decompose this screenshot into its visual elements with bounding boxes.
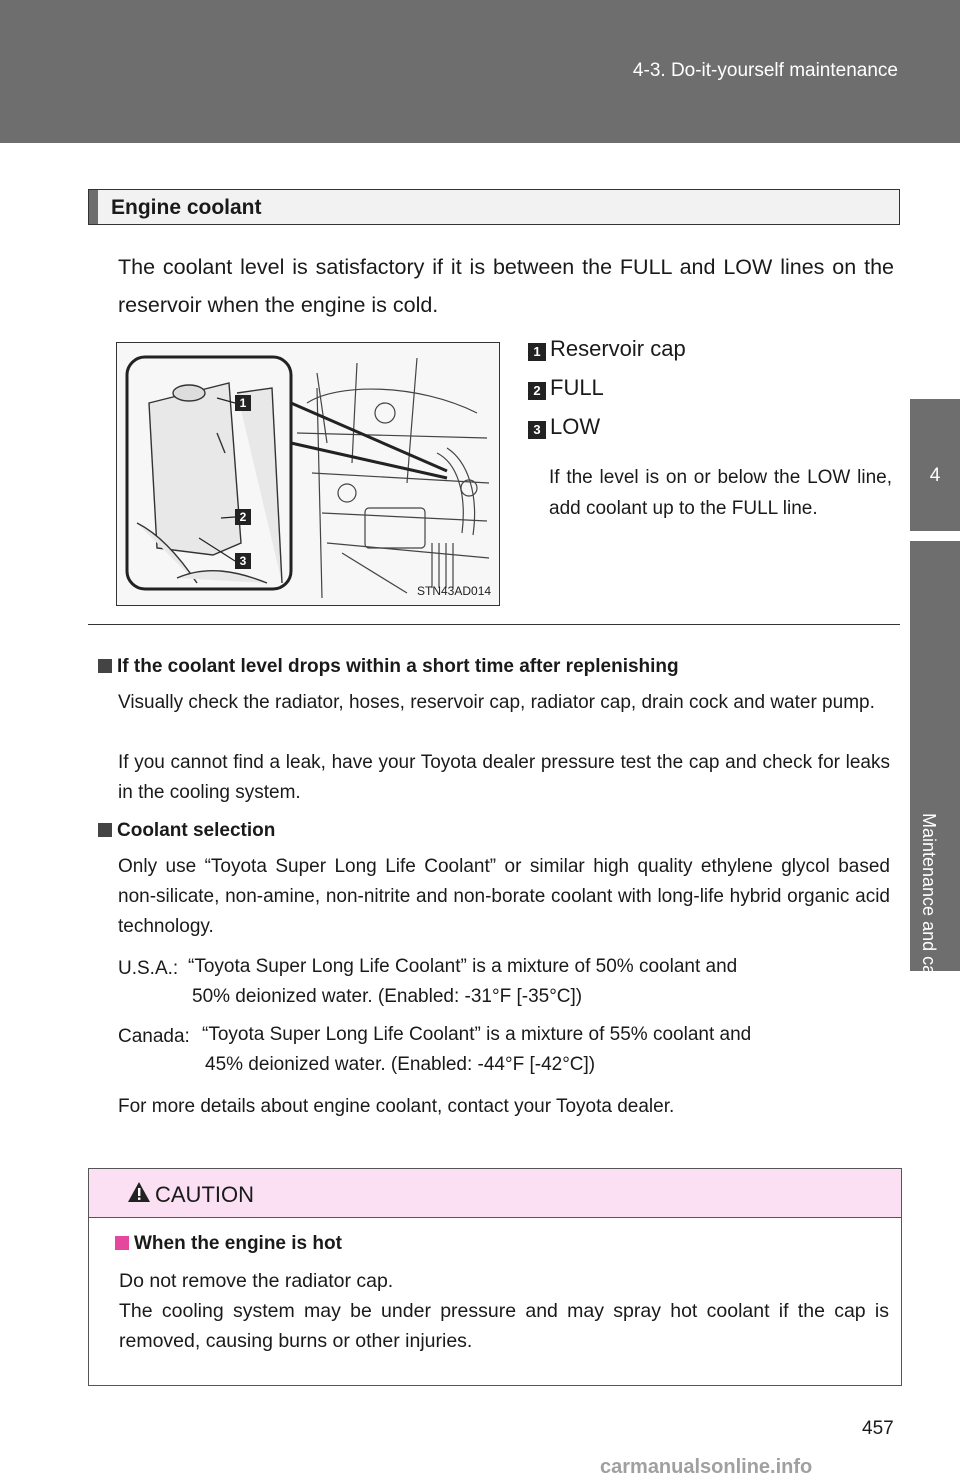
legend-label: Reservoir cap <box>550 336 686 361</box>
caution-title: CAUTION <box>155 1182 254 1207</box>
canada-text-line1: “Toyota Super Long Life Coolant” is a mixture of 55% coolant and <box>202 1024 752 1045</box>
drops-paragraph-1: Visually check the radiator, hoses, reservoir cap, radiator cap, drain cock and water pump. <box>118 692 875 713</box>
divider <box>88 624 900 625</box>
figure-callout-3: 3 <box>239 554 247 568</box>
drops-paragraph-2: If you cannot find a leak, have your Toyota dealer pressure test the cap and check for leaks in the cooling system. <box>118 752 890 803</box>
selection-paragraph: Only use “Toyota Super Long Life Coolant” or similar high quality ethylene glycol based non-silicate, non-amine, non-nitrite and non-borate coolant with long-life hybrid organic acid technology. <box>118 856 890 937</box>
legend-label: LOW <box>550 414 601 439</box>
section-heading: Engine coolant <box>111 196 262 219</box>
intro-paragraph: The coolant level is satisfactory if it is between the FULL and LOW lines on the reservoir when the engine is cold. <box>118 255 894 317</box>
caution-heading-text: When the engine is hot <box>134 1233 342 1254</box>
engine-illustration <box>117 343 499 605</box>
caution-heading <box>115 1233 342 1255</box>
legend-number: 1 <box>528 343 546 361</box>
section-title: 4-3. Do-it-yourself maintenance <box>632 60 898 81</box>
canada-label: Canada: <box>118 1026 190 1047</box>
bullet-square-icon <box>115 1236 129 1250</box>
chapter-label: Maintenance and care <box>919 813 939 992</box>
bullet-square-icon <box>98 659 112 673</box>
bullet-square-icon <box>98 823 112 837</box>
caution-paragraph-1: Do not remove the radiator cap. <box>119 1270 394 1292</box>
chapter-side-tab <box>910 143 960 1484</box>
heading-bar <box>89 190 98 224</box>
section-heading-box <box>88 189 900 225</box>
dealer-note: For more details about engine coolant, contact your Toyota dealer. <box>118 1096 675 1117</box>
page-header <box>0 0 960 143</box>
warning-triangle-icon <box>127 1181 151 1203</box>
level-note: If the level is on or below the LOW line, add coolant up to the FULL line. <box>549 467 892 519</box>
legend-label: FULL <box>550 375 604 400</box>
info-heading-text: Coolant selection <box>117 820 276 841</box>
canada-text-line2: 45% deionized water. (Enabled: -44°F [-42°C]) <box>205 1054 596 1075</box>
usa-label: U.S.A.: <box>118 958 179 979</box>
figure-callout-1: 1 <box>239 396 247 410</box>
info-heading-text: If the coolant level drops within a short time after replenishing <box>117 656 679 677</box>
usa-text-line1: “Toyota Super Long Life Coolant” is a mixture of 50% coolant and <box>188 956 738 977</box>
figure-callout-2: 2 <box>239 510 247 524</box>
figure-code: STN43AD014 <box>417 584 492 598</box>
chapter-label-block <box>910 541 960 992</box>
info-heading-selection <box>98 816 890 846</box>
engine-coolant-figure <box>116 342 500 606</box>
caution-text <box>119 1266 889 1356</box>
legend-number: 2 <box>528 382 546 400</box>
watermark: carmanualsonline.info <box>600 1456 813 1478</box>
chapter-number: 4 <box>929 465 941 486</box>
usa-text-line2: 50% deionized water. (Enabled: -31°F [-35°C]) <box>192 986 583 1007</box>
info-heading-drops <box>98 652 890 682</box>
caution-box <box>88 1168 902 1386</box>
caution-paragraph-2: The cooling system may be under pressure and may spray hot coolant if the cap is removed, causing burns or other injuries. <box>119 1300 889 1352</box>
caution-header <box>89 1169 901 1218</box>
page-number: 457 <box>862 1418 894 1439</box>
legend-number: 3 <box>528 421 546 439</box>
